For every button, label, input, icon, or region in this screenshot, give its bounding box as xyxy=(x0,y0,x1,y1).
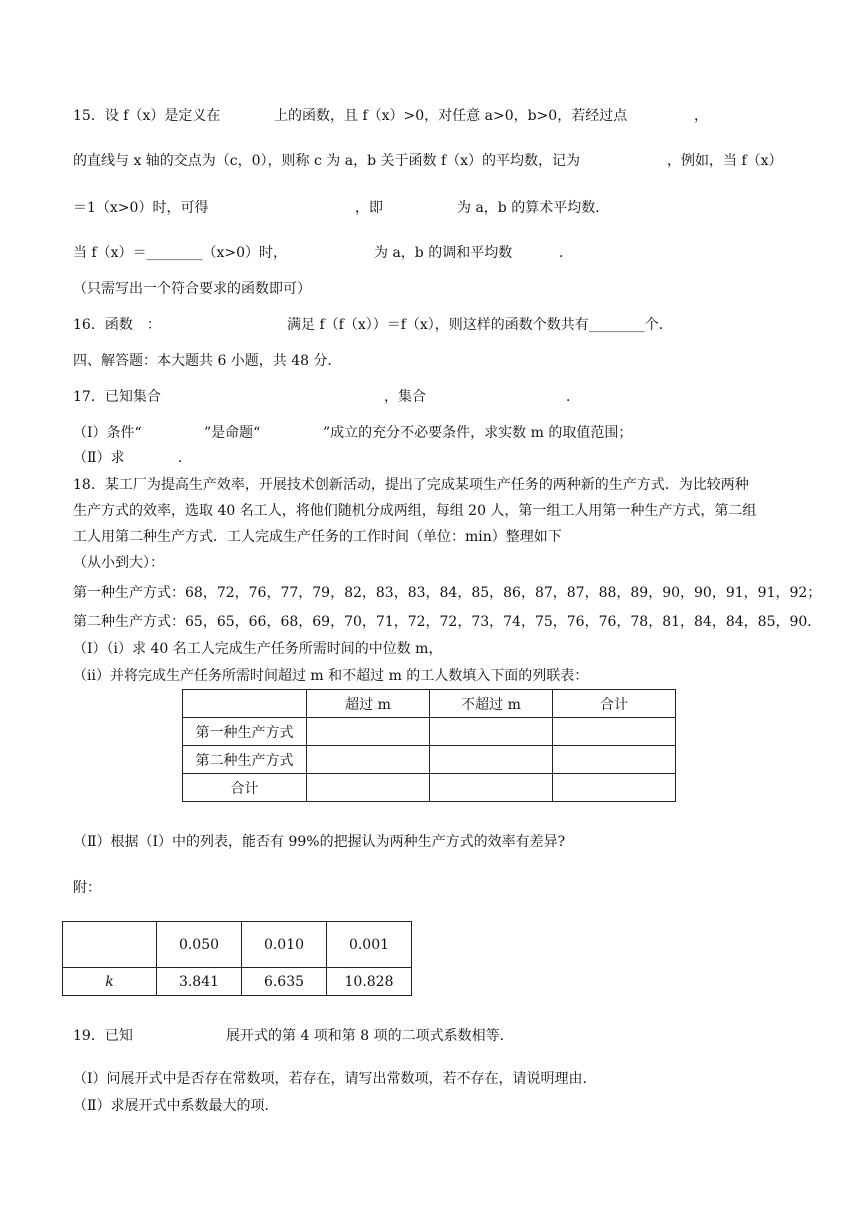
q17-text-c: ． xyxy=(566,389,580,405)
contingency-table xyxy=(182,689,676,802)
appendix-label: 附： xyxy=(73,880,101,896)
q18-part1-i: （Ⅰ）（ⅰ）求 40 名工人完成生产任务所需时间的中位数 m， xyxy=(73,641,443,657)
q15-text-1b: 上的函数，且 f（x）>0，对任意 a>0，b>0，若经过点 xyxy=(274,108,628,124)
table-row xyxy=(63,968,412,996)
q17-part1-a: （Ⅰ）条件“ xyxy=(73,425,142,441)
table-row-label: k xyxy=(63,968,157,996)
q18-line-4: （从小到大）： xyxy=(73,555,164,571)
q16-text-b: 满足 f（f（x））＝f（x），则这样的函数个数共有________个． xyxy=(287,317,673,333)
table-cell xyxy=(307,746,430,774)
q15-text-4a: 当 f（x）＝________（x>0）时， xyxy=(73,245,288,261)
section-heading: 四、解答题：本大题共 6 小题，共 48 分． xyxy=(73,353,342,369)
q15-text-2b: ，例如，当 f（x） xyxy=(667,153,783,169)
q17-text-b: ，集合 xyxy=(384,389,426,405)
table-cell xyxy=(553,718,676,746)
q17-part2-b: ． xyxy=(178,450,192,466)
q18-data-method1: 第一种生产方式：68，72，76，77，79，82，83，83，84，85，86，87，87，88，89，90，90，91，91，92； xyxy=(73,585,822,601)
q15-text-3a: ＝1（x>0）时，可得 xyxy=(73,200,209,216)
table-header: 超过 m xyxy=(307,690,430,718)
critical-value-table xyxy=(62,921,412,996)
table-cell: 0.050 xyxy=(157,922,242,968)
q17-part2-a: （Ⅱ）求 xyxy=(73,450,125,466)
q19-text-b: 展开式的第 4 项和第 8 项的二项式系数相等． xyxy=(226,1028,514,1044)
table-row-label: 合计 xyxy=(183,774,307,802)
q17-part1-b: ”是命题“ xyxy=(204,425,261,441)
q16-text-a: 16．函数 ： xyxy=(73,317,161,333)
table-cell xyxy=(430,774,553,802)
q15-text-3c: 为 a，b 的算术平均数． xyxy=(457,200,610,216)
table-row xyxy=(63,922,412,968)
q18-line-3: 工人用第二种生产方式．工人完成生产任务的工作时间（单位：min）整理如下 xyxy=(73,529,562,545)
table-cell: 10.828 xyxy=(327,968,412,996)
q19-part1: （Ⅰ）问展开式中是否存在常数项，若存在，请写出常数项，若不存在，请说明理由． xyxy=(73,1071,597,1087)
q18-part2: （Ⅱ）根据（Ⅰ）中的列表，能否有 99%的把握认为两种生产方式的效率有差异? xyxy=(73,834,566,850)
table-cell: 3.841 xyxy=(157,968,242,996)
table-row xyxy=(183,718,676,746)
q15-text-4b: 为 a，b 的调和平均数 xyxy=(374,245,513,261)
q17-text-a: 17．已知集合 xyxy=(73,389,161,405)
q15-note: （只需写出一个符合要求的函数即可） xyxy=(73,281,311,297)
table-cell: 6.635 xyxy=(242,968,327,996)
table-cell xyxy=(183,690,307,718)
table-cell xyxy=(553,774,676,802)
table-row-label: 第二种生产方式 xyxy=(183,746,307,774)
table-row xyxy=(183,746,676,774)
table-cell: 0.001 xyxy=(327,922,412,968)
table-cell xyxy=(430,718,553,746)
q18-data-method2: 第二种生产方式：65，65，66，68，69，70，71，72，72，73，74，75，76，76，78，81，84，84，85，90． xyxy=(73,614,822,630)
table-cell: 0.010 xyxy=(242,922,327,968)
table-row-label: 第一种生产方式 xyxy=(183,718,307,746)
table-row xyxy=(183,690,676,718)
q19-part2: （Ⅱ）求展开式中系数最大的项． xyxy=(73,1098,279,1114)
table-row xyxy=(183,774,676,802)
q15-text-2a: 的直线与 x 轴的交点为（c，0），则称 c 为 a，b 关于函数 f（x）的平均数，记为 xyxy=(73,153,581,169)
q15-text-4c: ． xyxy=(559,245,573,261)
table-header: 不超过 m xyxy=(430,690,553,718)
table-cell xyxy=(553,746,676,774)
q15-text-1a: 15．设 f（x）是定义在 xyxy=(73,108,221,124)
q18-line-1: 18．某工厂为提高生产效率，开展技术创新活动，提出了完成某项生产任务的两种新的生产方式．为比较两种 xyxy=(73,477,749,493)
table-cell xyxy=(307,774,430,802)
q15-text-3b: ，即 xyxy=(355,200,383,216)
q17-part1-c: ”成立的充分不必要条件，求实数 m 的取值范围； xyxy=(323,425,633,441)
q18-part1-ii: （ⅱ）并将完成生产任务所需时间超过 m 和不超过 m 的工人数填入下面的列联表： xyxy=(73,668,589,684)
q15-text-1c: ， xyxy=(694,108,708,124)
table-cell xyxy=(430,746,553,774)
table-cell xyxy=(63,922,157,968)
q19-text-a: 19．已知 xyxy=(73,1028,133,1044)
q18-line-2: 生产方式的效率，选取 40 名工人，将他们随机分成两组，每组 20 人，第一组工人用第一种生产方式，第二组 xyxy=(73,503,757,519)
table-header: 合计 xyxy=(553,690,676,718)
table-cell xyxy=(307,718,430,746)
